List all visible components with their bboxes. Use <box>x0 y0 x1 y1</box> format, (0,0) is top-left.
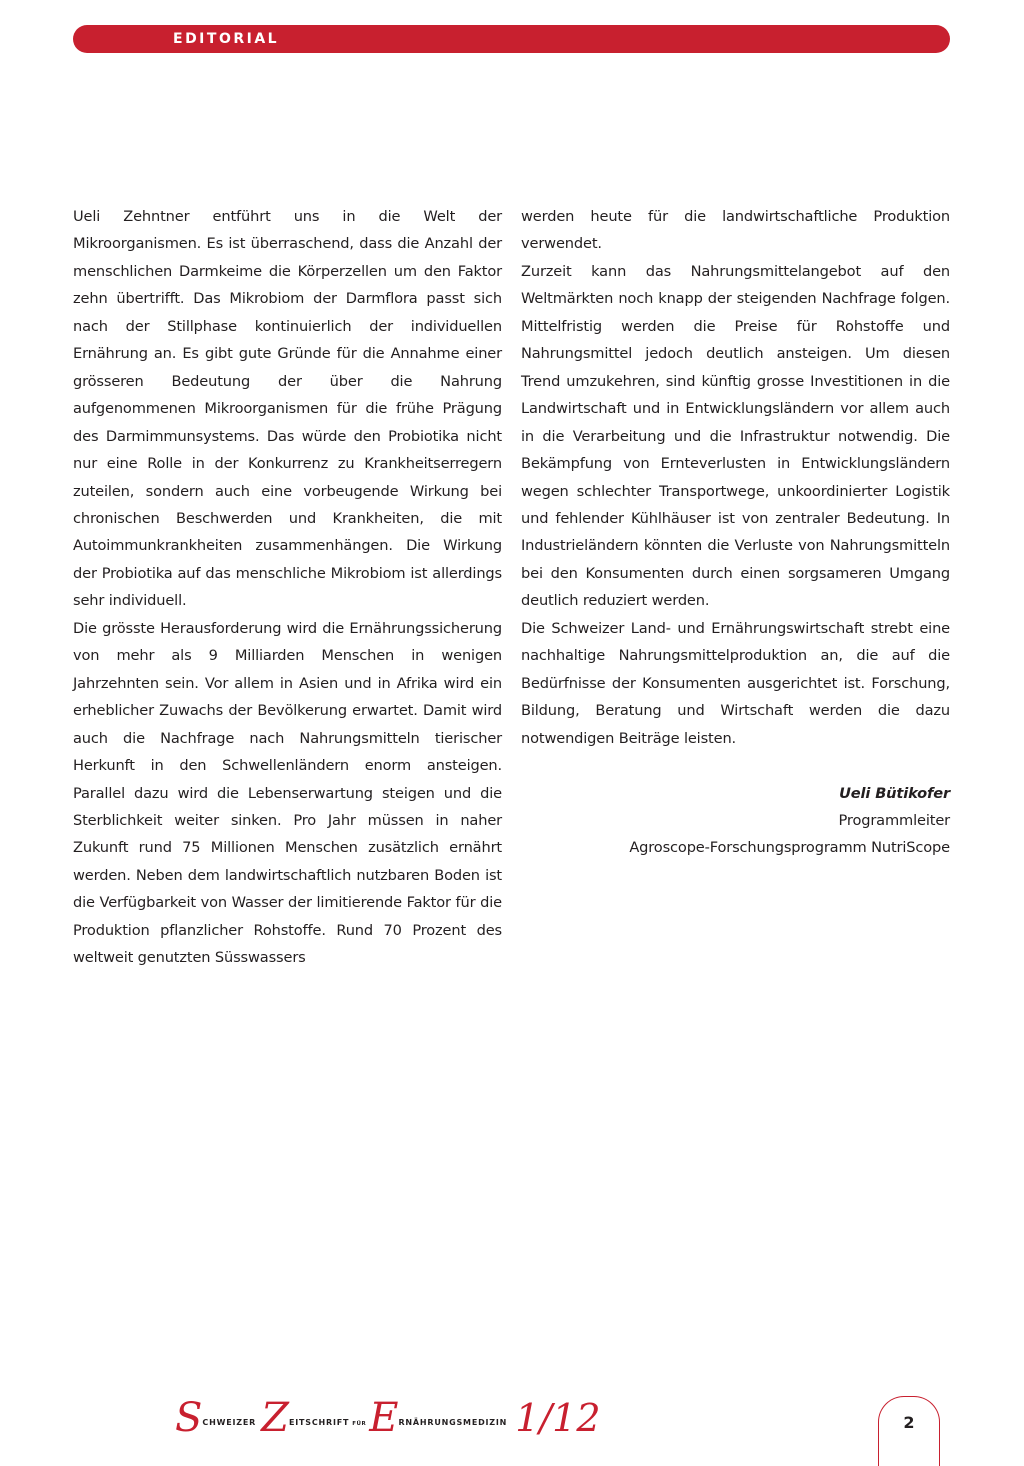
author-role: Programmleiter <box>838 811 950 829</box>
logo-word-schweizer: CHWEIZER <box>202 1418 257 1427</box>
journal-logo <box>175 1395 601 1441</box>
issue-number: 1/12 <box>515 1396 601 1440</box>
author-organization: Agroscope-Forschungsprogramm NutriScope <box>629 839 950 857</box>
logo-letter-s: S <box>175 1395 203 1441</box>
page-number-tab <box>878 1396 940 1466</box>
paragraph-microbiome: Ueli Zehntner entführt uns in die Welt der Mikroorganismen. Es ist überraschend, dass die Anzahl der menschlichen Darmkeime die Körperzellen um den Faktor zehn übertrifft. Das Mikrobiom der Darmflora passt sich nach der Stillphase kontinuierlich der individuellen Ernährung an. Es gibt gute Gründe für die Annahme einer grösseren Bedeutung der über die Nahrung aufgenommenen Mikroorganismen für die frühe Prägung des Darmimmunsystems. Das würde den Probiotika nicht nur eine Rolle in der Konkurrenz zu Krankheitserregern zuteilen, sondern auch eine vorbeugende Wirkung bei chronischen Beschwerden und Krankheiten, die mit Autoimmunkrankheiten zusammenhängen. Die Wirkung der Probiotika auf das menschliche Mikrobiom ist allerdings sehr individuell. <box>73 208 502 610</box>
section-label: EDITORIAL <box>173 31 280 47</box>
paragraph-food-security: Die grösste Herausforderung wird die Ernährungssicherung von mehr als 9 Milliarden Menschen in wenigen Jahrzehnten sein. Vor allem in Asien und in Afrika wird ein erheblicher Zuwachs der Bevölkerung erwartet. Damit wird auch die Nachfrage nach Nahrungsmitteln tierischer Herkunft in den Schwellenländern enorm ansteigen. Parallel dazu wird die Lebenserwartung steigen und die Sterblichkeit weiter sinken. Pro Jahr müssen in naher Zukunft rund 75 Millionen Menschen zusätzlich ernährt werden. Neben dem landwirtschaftlich nutzbaren Boden ist die Verfügbarkeit von Wasser der limitierende Faktor für die Produktion pflanzlicher Rohstoffe. Rund 70 Prozent des weltweit genutzten Süsswassers <box>73 619 502 967</box>
logo-word-zeitschrift: EITSCHRIFT <box>288 1418 350 1427</box>
paragraph-world-markets: Zurzeit kann das Nahrungsmittelangebot auf den Weltmärkten noch knapp der steigenden Nachfrage folgen. Mittelfristig werden die Preise für Rohstoffe und Nahrungsmittel jedoch deutlich ansteigen. Um diesen Trend umzukehren, sind künftig grosse Investitionen in die Landwirtschaft und in Entwicklungsländern vor allem auch in die Verarbeitung und die Infrastruktur notwendig. Die Bekämpfung von Ernteverlusten in Entwicklungsländern wegen schlechter Transportwege, unkoordinierter Logistik und fehlender Kühlhäuser ist von zentraler Bedeutung. In Industrieländern könnten die Verluste von Nahrungsmitteln bei den Konsumenten durch einen sorgsameren Umgang deutlich reduziert werden. <box>521 262 950 610</box>
signature-spacer <box>521 752 950 779</box>
paragraph-swiss-agriculture: Die Schweizer Land- und Ernährungswirtschaft strebt eine nachhaltige Nahrungsmittelproduktion an, die auf die Bedürfnisse der Konsumenten ausgerichtet ist. Forschung, Bildung, Beratung und Wirtschaft werden die dazu notwendigen Beiträge leisten. <box>521 619 950 747</box>
article-right-column <box>521 203 950 862</box>
logo-word-fuer: FÜR <box>352 1421 367 1427</box>
logo-word-ernaehrungsmedizin: RNÄHRUNGSMEDIZIN <box>398 1418 508 1427</box>
logo-letter-e: E <box>369 1395 399 1441</box>
article-left-column <box>73 203 502 972</box>
section-header-bar <box>73 25 950 53</box>
author-name: Ueli Bütikofer <box>839 784 950 802</box>
page-number: 2 <box>903 1413 915 1432</box>
paragraph-water-continuation: werden heute für die landwirtschaftliche Produktion verwendet. <box>521 208 950 253</box>
logo-letter-z: Z <box>261 1395 289 1441</box>
